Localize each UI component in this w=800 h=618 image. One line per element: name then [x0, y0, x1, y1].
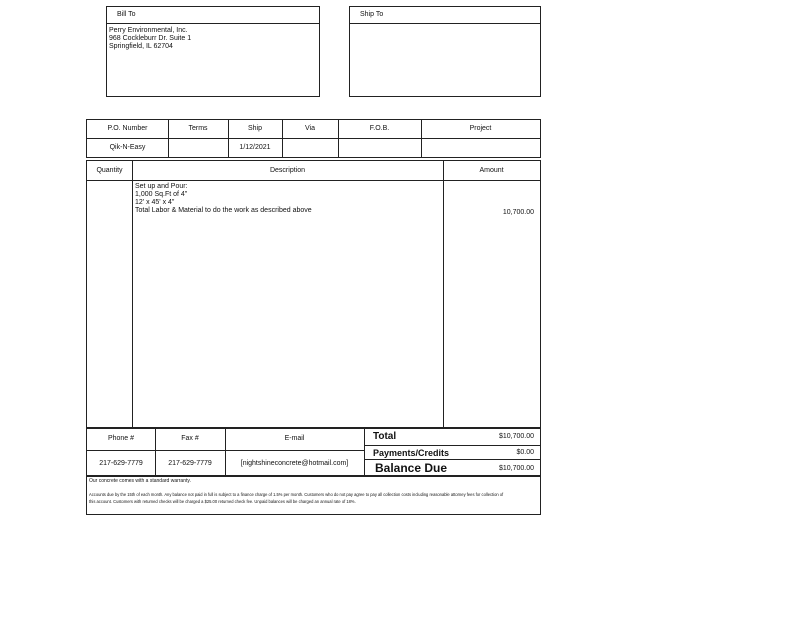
balance-due-value: $10,700.00 [498, 465, 534, 472]
total-value: $10,700.00 [498, 433, 534, 440]
order-header-row-divider [87, 138, 540, 139]
footer-note-2-line-2: this account. Customers with returned checks will be charged a $25.00 returned check fee. Unpaid balances will be charged an annual rate of 18%. [89, 499, 356, 504]
item-amount: 10,700.00 [502, 209, 534, 216]
items-header-divider [87, 180, 540, 181]
footer-note-2-line-1: Accounts due by the 15th of each month. Any balance not paid in full is subject to a finance charge of 1.5% per month. Customers who do not pay agree to pay all collection costs including reasonable attorney fees for collection of [89, 492, 504, 497]
item-description-line-1: Set up and Pour: [135, 183, 188, 190]
ship-value: 1/12/2021 [239, 144, 271, 151]
contact-totals-divider [364, 428, 365, 476]
description-header: Description [269, 167, 305, 174]
payments-value: $0.00 [516, 449, 534, 456]
totals-divider-1 [364, 445, 540, 446]
bill-to-heading: Bill To [117, 11, 136, 18]
ship-to-heading: Ship To [360, 11, 384, 18]
contact-totals-section [86, 427, 541, 477]
balance-due-label: Balance Due [375, 461, 448, 475]
payments-label: Payments/Credits [373, 448, 450, 458]
footer-note-1: Our concrete comes with a standard warranty. [89, 478, 191, 484]
fob-header: F.O.B. [369, 125, 390, 132]
totals-divider-2 [364, 459, 540, 460]
email-value: [nightshineconcrete@hotmail.com] [240, 460, 349, 467]
item-description-line-3: 12' x 45' x 4" [135, 199, 175, 206]
item-description-line-2: 1,000 Sq.Ft of 4" [135, 191, 188, 198]
phone-value: 217-629-7779 [99, 460, 143, 467]
order-header-table [86, 119, 541, 158]
bill-to-line-3: Springfield, IL 62704 [109, 43, 173, 50]
fax-value: 217-629-7779 [168, 460, 212, 467]
po-number-value: Qik-N-Easy [109, 144, 146, 151]
items-col-divider-1 [132, 161, 133, 428]
amount-header: Amount [479, 167, 504, 174]
phone-header: Phone # [107, 435, 135, 442]
quantity-header: Quantity [96, 167, 123, 174]
email-header: E-mail [284, 435, 305, 442]
ship-to-divider [350, 23, 540, 24]
bill-to-line-2: 968 Cockleburr Dr. Suite 1 [109, 35, 192, 42]
project-header: Project [469, 125, 492, 132]
ship-to-box [349, 6, 541, 97]
via-header: Via [305, 125, 315, 132]
footer-notes [86, 475, 541, 515]
bill-to-box [106, 6, 320, 97]
items-col-divider-2 [443, 161, 444, 428]
bill-to-divider [107, 23, 319, 24]
bill-to-line-1: Perry Environmental, Inc. [109, 27, 188, 34]
fax-header: Fax # [181, 435, 199, 442]
terms-header: Terms [188, 125, 208, 132]
total-label: Total [373, 431, 397, 442]
po-number-header: P.O. Number [107, 125, 148, 132]
item-description-line-4: Total Labor & Material to do the work as described above [135, 207, 312, 214]
ship-header: Ship [247, 125, 262, 132]
line-items-table [86, 160, 541, 429]
